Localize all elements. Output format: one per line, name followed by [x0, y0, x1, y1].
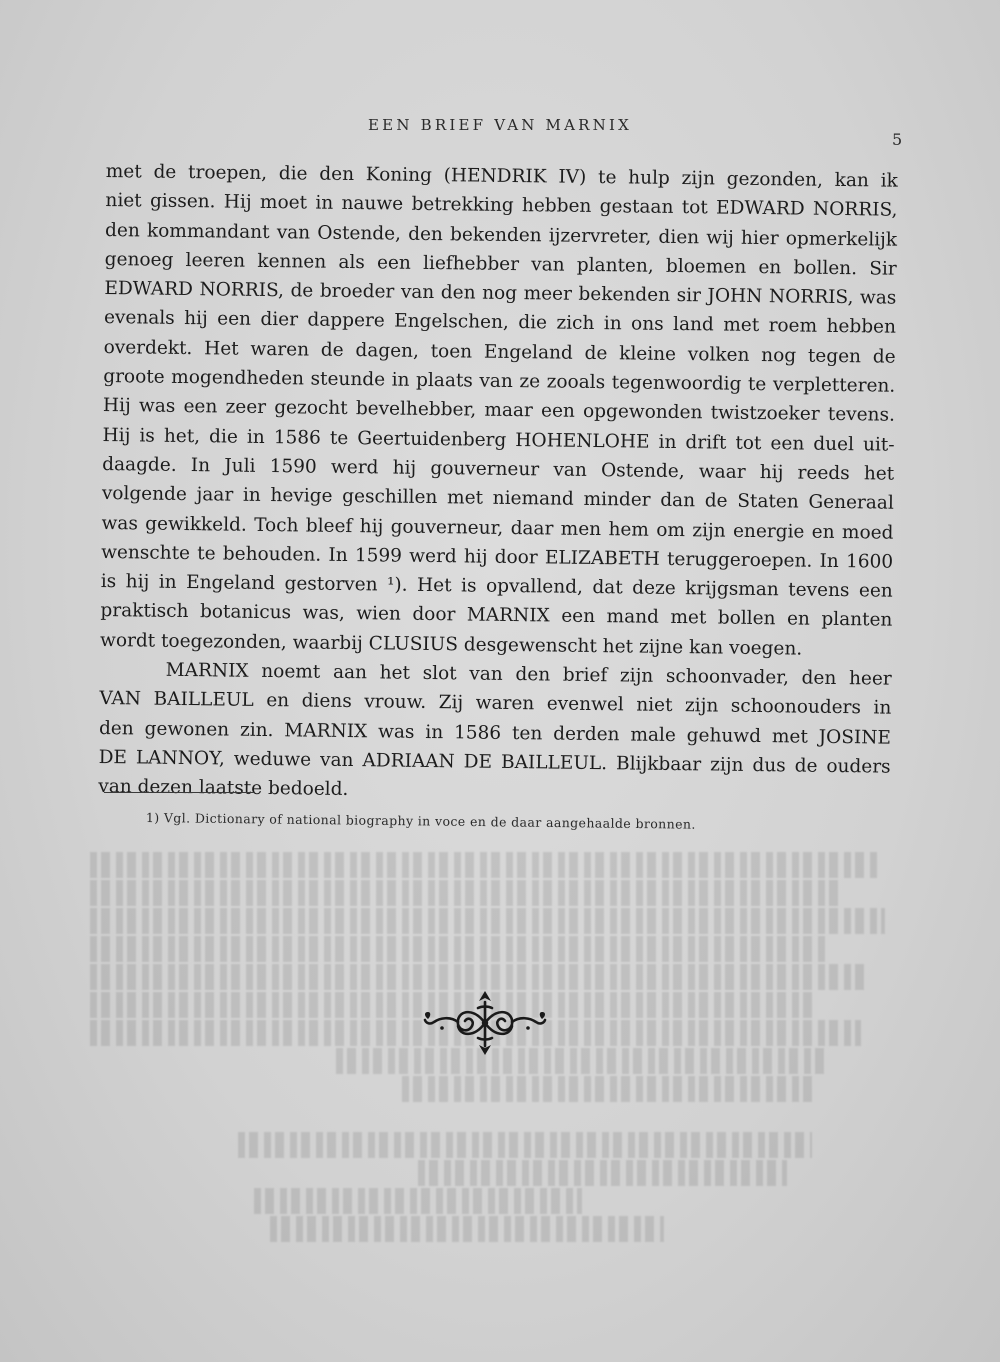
body-line: niet gissen. Hij moet in nauwe betrekking hebben gestaan tot EDWARD NORRIS, [105, 190, 898, 221]
body-line: Hij was een zeer gezocht bevelhebber, maar een opgewonden twistzoeker tevens. [102, 395, 896, 427]
body-line: VAN BAILLEUL en diens vrouw. Zij waren evenwel niet zijn schoonouders in [99, 688, 892, 719]
body-line: praktisch botanicus was, wien door MARNIX een mand met bollen en planten [100, 600, 893, 632]
body-line: den gewonen zin. MARNIX was in 1586 ten derden male gehuwd met JOSINE [98, 717, 892, 749]
body-line: volgende jaar in hevige geschillen met niemand minder dan de Staten Generaal [101, 483, 894, 514]
body-line: met de troepen, die den Koning (HENDRIK IV) te hulp zijn gezonden, kan ik [105, 160, 898, 192]
body-line: wordt toegezonden, waarbij CLUSIUS desgewenscht het zijne kan voegen. [99, 629, 803, 660]
footnote-rule [104, 792, 254, 793]
page-number: 5 [892, 130, 903, 149]
running-title: EEN BRIEF VAN MARNIX [368, 116, 632, 134]
body-line: DE LANNOY, weduwe van ADRIAAN DE BAILLEUL. Blijkbaar zijn dus de ouders [98, 746, 891, 778]
body-line: van dezen laatste bedoeld. [98, 776, 349, 801]
body-line: overdekt. Het waren de dagen, toen Engeland de kleine volken nog tegen de [103, 336, 896, 368]
body-line: groote mogendheden steunde in plaats van ze zooals tegenwoordig te verpletteren. [103, 366, 896, 397]
body-line: is hij in Engeland gestorven ¹). Het is opvallend, dat deze krijgsman tevens een [100, 571, 893, 602]
fleuron-ornament-icon [422, 988, 548, 1058]
body-line: MARNIX noemt aan het slot van den brief zijn schoonvader, den heer [165, 659, 892, 690]
show-through-from-reverse [90, 852, 910, 1272]
body-line: evenals hij een dier dappere Engelschen, die zich in ons land met roem hebben [103, 307, 897, 339]
body-line: den kommandant van Ostende, den bekenden ijzervreter, dien wij hier opmerkelijk [104, 219, 898, 251]
footnote: 1) Vgl. Dictionary of national biography in voce en de daar aangehaalde bronnen. [145, 810, 696, 832]
body-line: wenschte te behouden. In 1599 werd hij door ELIZABETH teruggeroepen. In 1600 [101, 541, 894, 573]
body-line: was gewikkeld. Toch bleef hij gouverneur, daar men hem om zijn energie en moed [101, 512, 894, 544]
body-line: Hij is het, die in 1586 te Geertuidenberg HOHENLOHE in drift tot een duel uit- [102, 424, 895, 456]
body-line: genoeg leeren kennen als een liefhebber van planten, bloemen en bollen. Sir [104, 248, 897, 280]
body-line: EDWARD NORRIS, de broeder van den nog meer bekenden sir JOHN NORRIS, was [104, 278, 897, 309]
body-text [98, 157, 898, 811]
body-line: daagde. In Juli 1590 werd hij gouverneur van Ostende, waar hij reeds het [102, 453, 895, 485]
